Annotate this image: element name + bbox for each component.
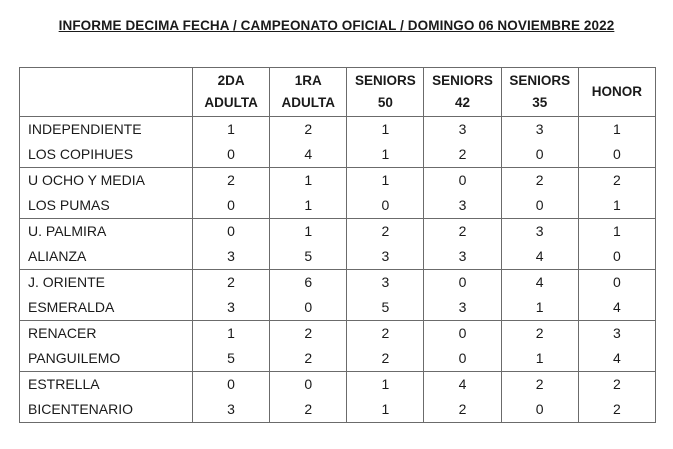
score-stack	[270, 168, 346, 218]
table-header	[20, 68, 656, 117]
score-stack	[270, 270, 346, 320]
score-cell-seniors-42	[424, 321, 501, 372]
results-table	[19, 67, 656, 423]
away-score: 1	[535, 299, 544, 315]
home-score: 1	[304, 172, 313, 188]
home-score: 3	[381, 274, 390, 290]
header-2da-adulta	[193, 68, 270, 117]
home-score: 2	[458, 223, 467, 239]
header-row	[20, 68, 656, 117]
score-stack	[193, 321, 269, 371]
score-stack	[502, 372, 578, 422]
score-cell-honor	[578, 270, 655, 321]
header-seniors-42	[424, 68, 501, 117]
away-score: 2	[304, 401, 313, 417]
header-line2: ADULTA	[204, 95, 258, 110]
score-cell-honor	[578, 219, 655, 270]
home-score: 2	[227, 274, 235, 290]
score-stack	[193, 219, 269, 269]
score-stack	[270, 117, 346, 167]
score-stack	[579, 372, 655, 422]
header-line1: SENIORS	[355, 73, 416, 88]
away-score: 4	[612, 350, 621, 366]
score-cell-seniors-50	[347, 117, 424, 168]
score-stack	[502, 219, 578, 269]
home-score: 2	[304, 121, 313, 137]
away-score: 3	[227, 248, 235, 264]
score-stack	[424, 321, 500, 371]
away-team: LOS PUMAS	[28, 197, 110, 213]
header-line2: 50	[377, 95, 393, 110]
score-stack	[193, 270, 269, 320]
score-cell-seniors-42	[424, 117, 501, 168]
home-score: 1	[381, 172, 390, 188]
score-cell-seniors-50	[347, 270, 424, 321]
home-score: 2	[535, 376, 544, 392]
header-line1: 2DA	[217, 73, 245, 88]
away-score: 0	[458, 350, 467, 366]
score-stack	[347, 372, 423, 422]
header-line1: SENIORS	[432, 73, 493, 88]
score-stack	[424, 372, 500, 422]
score-cell-honor	[578, 168, 655, 219]
away-score: 3	[227, 401, 235, 417]
score-cell-seniors-35	[501, 168, 578, 219]
home-team: ESTRELLA	[28, 376, 100, 392]
home-score: 2	[381, 223, 390, 239]
score-cell-seniors-50	[347, 372, 424, 423]
score-cell-1ra-adulta	[270, 372, 347, 423]
score-cell-seniors-35	[501, 321, 578, 372]
away-score: 2	[381, 350, 390, 366]
score-stack	[270, 372, 346, 422]
score-stack	[424, 117, 500, 167]
away-score: 0	[227, 197, 235, 213]
score-cell-seniors-35	[501, 117, 578, 168]
home-score: 3	[612, 325, 621, 341]
score-cell-2da-adulta	[193, 372, 270, 423]
away-score: 1	[304, 197, 313, 213]
score-cell-seniors-42	[424, 372, 501, 423]
away-score: 4	[535, 248, 544, 264]
score-cell-2da-adulta	[193, 219, 270, 270]
away-score: 4	[304, 146, 313, 162]
home-score: 0	[227, 223, 235, 239]
score-cell-seniors-35	[501, 219, 578, 270]
header-honor	[578, 68, 655, 117]
away-score: 0	[535, 146, 544, 162]
score-stack	[579, 117, 655, 167]
score-cell-1ra-adulta	[270, 117, 347, 168]
home-score: 1	[381, 376, 390, 392]
match-teams-cell	[20, 270, 193, 321]
score-cell-seniors-50	[347, 219, 424, 270]
score-stack	[424, 168, 500, 218]
home-score: 2	[304, 325, 313, 341]
header-team-column	[20, 68, 193, 117]
home-score: 2	[612, 376, 621, 392]
header-line1: SENIORS	[509, 73, 571, 88]
score-cell-honor	[578, 117, 655, 168]
score-stack	[424, 270, 500, 320]
match-teams-cell	[20, 168, 193, 219]
home-team: INDEPENDIENTE	[28, 121, 142, 137]
away-score: 2	[458, 401, 467, 417]
score-cell-2da-adulta	[193, 270, 270, 321]
away-score: 0	[381, 197, 390, 213]
match-row	[20, 321, 656, 372]
score-cell-seniors-35	[501, 372, 578, 423]
home-team: RENACER	[28, 325, 97, 341]
home-score: 0	[458, 325, 467, 341]
home-score: 3	[535, 121, 544, 137]
home-score: 1	[304, 223, 313, 239]
score-stack	[347, 117, 423, 167]
score-stack	[502, 270, 578, 320]
score-stack	[502, 168, 578, 218]
score-stack	[424, 219, 500, 269]
match-row	[20, 372, 656, 423]
score-cell-seniors-50	[347, 321, 424, 372]
home-team: U. PALMIRA	[28, 223, 107, 239]
score-cell-honor	[578, 372, 655, 423]
away-score: 1	[381, 146, 390, 162]
away-score: 3	[458, 248, 467, 264]
away-score: 0	[227, 146, 235, 162]
home-score: 1	[612, 121, 621, 137]
header-line1: HONOR	[591, 84, 643, 99]
score-stack	[193, 372, 269, 422]
home-score: 0	[612, 274, 621, 290]
match-row	[20, 168, 656, 219]
score-cell-1ra-adulta	[270, 321, 347, 372]
away-team: LOS COPIHUES	[28, 146, 134, 162]
away-score: 3	[458, 299, 467, 315]
score-stack	[579, 270, 655, 320]
match-teams-cell	[20, 372, 193, 423]
away-score: 0	[612, 146, 621, 162]
score-stack	[347, 168, 423, 218]
away-score: 5	[227, 350, 235, 366]
header-seniors-35	[501, 68, 578, 117]
away-score: 2	[612, 401, 621, 417]
match-row	[20, 219, 656, 270]
score-stack	[270, 321, 346, 371]
header-1ra-adulta	[270, 68, 347, 117]
score-stack	[502, 321, 578, 371]
header-line2: ADULTA	[281, 95, 335, 110]
home-score: 2	[227, 172, 235, 188]
away-score: 0	[612, 248, 621, 264]
away-team: BICENTENARIO	[28, 401, 134, 417]
away-score: 2	[304, 350, 313, 366]
score-cell-seniors-42	[424, 168, 501, 219]
away-score: 5	[304, 248, 313, 264]
score-cell-1ra-adulta	[270, 168, 347, 219]
home-score: 3	[458, 121, 467, 137]
away-score: 2	[458, 146, 467, 162]
score-cell-honor	[578, 321, 655, 372]
score-stack	[347, 270, 423, 320]
score-stack	[270, 219, 346, 269]
match-row	[20, 117, 656, 168]
away-team: PANGUILEMO	[28, 350, 121, 366]
home-score: 4	[535, 274, 544, 290]
away-score: 0	[535, 401, 544, 417]
match-teams-cell	[20, 321, 193, 372]
home-score: 1	[381, 121, 390, 137]
match-row	[20, 270, 656, 321]
away-score: 0	[535, 197, 544, 213]
teams-stack	[20, 168, 192, 218]
home-score: 1	[227, 325, 235, 341]
score-stack	[579, 321, 655, 371]
away-score: 3	[227, 299, 235, 315]
teams-stack	[20, 117, 192, 167]
away-score: 1	[381, 401, 390, 417]
score-cell-seniors-35	[501, 270, 578, 321]
score-cell-seniors-42	[424, 219, 501, 270]
home-score: 0	[227, 376, 235, 392]
home-team: U OCHO Y MEDIA	[28, 172, 145, 188]
home-score: 0	[458, 172, 467, 188]
teams-stack	[20, 219, 192, 269]
header-line2: 35	[532, 95, 548, 110]
header-line2: 42	[455, 95, 471, 110]
away-score: 0	[304, 299, 313, 315]
home-score: 4	[458, 376, 467, 392]
home-score: 2	[612, 172, 621, 188]
away-team: ESMERALDA	[28, 299, 115, 315]
score-cell-seniors-42	[424, 270, 501, 321]
home-score: 2	[535, 325, 544, 341]
teams-stack	[20, 372, 192, 422]
home-score: 0	[458, 274, 467, 290]
score-stack	[502, 117, 578, 167]
score-stack	[347, 321, 423, 371]
header-seniors-50	[347, 68, 424, 117]
away-team: ALIANZA	[28, 248, 87, 264]
home-score: 2	[381, 325, 390, 341]
teams-stack	[20, 270, 192, 320]
header-line1: 1RA	[294, 73, 322, 88]
home-score: 1	[227, 121, 235, 137]
score-stack	[579, 168, 655, 218]
score-stack	[347, 219, 423, 269]
table-body	[20, 117, 656, 423]
home-score: 3	[535, 223, 544, 239]
away-score: 3	[381, 248, 390, 264]
score-cell-seniors-50	[347, 168, 424, 219]
score-cell-1ra-adulta	[270, 270, 347, 321]
away-score: 5	[381, 299, 390, 315]
score-cell-2da-adulta	[193, 117, 270, 168]
teams-stack	[20, 321, 192, 371]
match-teams-cell	[20, 219, 193, 270]
away-score: 4	[612, 299, 621, 315]
score-cell-2da-adulta	[193, 321, 270, 372]
score-stack	[579, 219, 655, 269]
home-team: J. ORIENTE	[28, 274, 106, 290]
away-score: 3	[458, 197, 467, 213]
away-score: 1	[535, 350, 544, 366]
score-stack	[193, 117, 269, 167]
home-score: 2	[535, 172, 544, 188]
away-score: 1	[612, 197, 621, 213]
score-stack	[193, 168, 269, 218]
report-title: INFORME DECIMA FECHA / CAMPEONATO OFICIAL / DOMINGO 06 NOVIEMBRE 2022	[58, 18, 615, 33]
home-score: 0	[304, 376, 313, 392]
score-cell-2da-adulta	[193, 168, 270, 219]
home-score: 1	[612, 223, 621, 239]
match-teams-cell	[20, 117, 193, 168]
home-score: 6	[304, 274, 313, 290]
score-cell-1ra-adulta	[270, 219, 347, 270]
